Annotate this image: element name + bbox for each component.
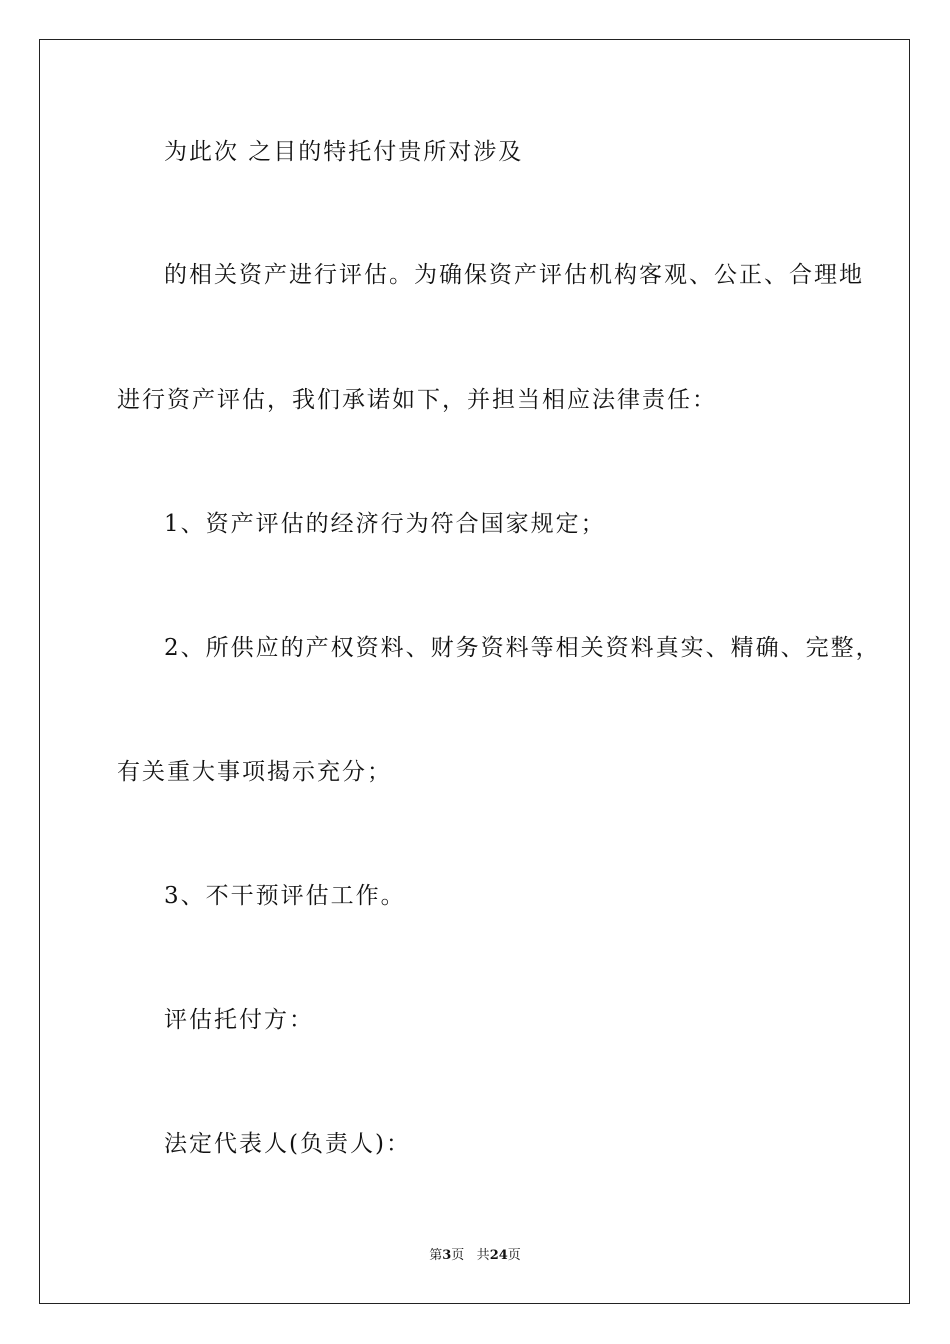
list-item-1: 1、资产评估的经济行为符合国家规定； (164, 511, 606, 537)
footer-total-suffix: 页 (507, 1248, 521, 1263)
footer-page-prefix: 第 (429, 1248, 443, 1263)
entrusting-party-label: 评估托付方： (164, 1007, 314, 1033)
page-footer (0, 1247, 950, 1265)
list-item-2-continued: 有关重大事项揭示充分； (117, 759, 392, 785)
footer-total-pages: 24 (489, 1248, 508, 1263)
footer-total-prefix: 共 (476, 1248, 490, 1263)
paragraph-line-1: 为此次 之目的特托付贵所对涉及 (164, 139, 524, 165)
list-item-2: 2、所供应的产权资料、财务资料等相关资料真实、精确、完整， (164, 635, 881, 661)
list-item-3: 3、不干预评估工作。 (164, 883, 406, 909)
page-frame (39, 39, 910, 1304)
footer-page-suffix: 页 (451, 1248, 465, 1263)
legal-representative-label: 法定代表人(负责人)： (164, 1131, 411, 1157)
paragraph-line-2: 的相关资产进行评估。为确保资产评估机构客观、公正、合理地 (164, 262, 864, 288)
footer-page-number: 3 (442, 1248, 452, 1263)
paragraph-line-3: 进行资产评估，我们承诺如下，并担当相应法律责任： (117, 387, 717, 413)
